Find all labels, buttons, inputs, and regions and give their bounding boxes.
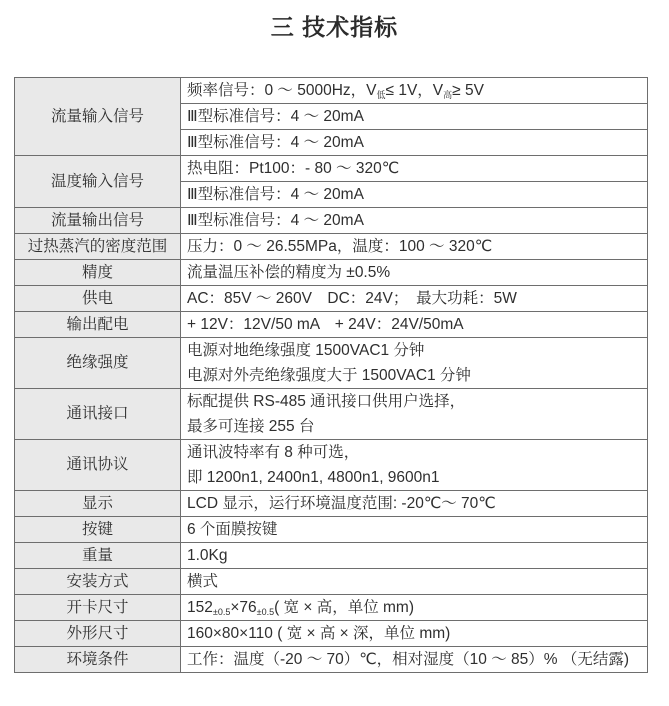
spec-value <box>181 234 648 260</box>
spec-value-line: 160×80×110 ( 宽 × 高 × 深，单位 mm) <box>187 625 451 642</box>
spec-value-line: Ⅲ型标准信号：4 ～ 20mA <box>187 186 364 203</box>
spec-value-line: Ⅲ型标准信号：4 ～ 20mA <box>187 134 364 151</box>
spec-value-line: Ⅲ型标准信号：4 ～ 20mA <box>187 212 364 229</box>
spec-value-line: Ⅲ型标准信号：4 ～ 20mA <box>187 108 364 125</box>
spec-value-line: 流量温压补偿的精度为 ±0.5% <box>187 264 391 281</box>
spec-value <box>181 260 648 286</box>
table-row <box>15 312 648 338</box>
spec-value-line: 频率信号：0 ～ 5000Hz，$V_低\le 1V$，$V_高\ge 5V$ <box>187 82 484 100</box>
spec-value <box>181 595 648 621</box>
spec-label: 安装方式 <box>15 569 181 595</box>
spec-value-line: 热电阻：Pt100：- 80 ～ 320℃ <box>187 160 400 177</box>
spec-label: 输出配电 <box>15 312 181 338</box>
spec-label: 绝缘强度 <box>15 338 181 389</box>
table-row <box>15 569 648 595</box>
spec-value <box>181 78 648 104</box>
table-row <box>15 286 648 312</box>
spec-value-line: 标配提供 RS-485 通讯接口供用户选择， <box>187 393 466 410</box>
spec-label: 流量输出信号 <box>15 208 181 234</box>
spec-value <box>181 312 648 338</box>
spec-value <box>181 389 648 440</box>
table-row <box>15 78 648 104</box>
table-row <box>15 491 648 517</box>
spec-value <box>181 543 648 569</box>
spec-value-line: 1.0Kg <box>187 547 228 564</box>
spec-label: 过热蒸汽的密度范围 <box>15 234 181 260</box>
spec-value-line: 横式 <box>187 573 219 590</box>
spec-value <box>181 517 648 543</box>
spec-value <box>181 208 648 234</box>
spec-value-line: 6 个面膜按键 <box>187 521 278 538</box>
spec-label: 环境条件 <box>15 647 181 673</box>
table-row <box>15 543 648 569</box>
spec-value <box>181 569 648 595</box>
spec-value-line: 电源对地绝缘强度 1500VAC1 分钟 <box>187 342 425 359</box>
spec-value <box>181 286 648 312</box>
spec-value <box>181 130 648 156</box>
spec-value <box>181 491 648 517</box>
table-row <box>15 208 648 234</box>
spec-label: 通讯协议 <box>15 440 181 491</box>
spec-value-line: 压力：0 ～ 26.55MPa，温度：100 ～ 320℃ <box>187 238 493 255</box>
spec-value-line: AC：85V ～ 260V DC：24V； 最大功耗：5W <box>187 290 517 307</box>
table-row <box>15 595 648 621</box>
spec-table-body <box>15 78 648 673</box>
spec-value-line: 电源对外壳绝缘强度大于 1500VAC1 分钟 <box>187 367 471 384</box>
spec-label: 流量输入信号 <box>15 78 181 156</box>
spec-value <box>181 338 648 389</box>
spec-value-line: 通讯波特率有 8 种可选， <box>187 444 360 461</box>
table-row <box>15 234 648 260</box>
table-row <box>15 517 648 543</box>
spec-value-line: 最多可连接 255 台 <box>187 418 315 435</box>
spec-value <box>181 647 648 673</box>
spec-label: 重量 <box>15 543 181 569</box>
spec-label: 显示 <box>15 491 181 517</box>
page-title: 三 技术指标 <box>270 14 399 40</box>
spec-value <box>181 156 648 182</box>
spec-label: 通讯接口 <box>15 389 181 440</box>
spec-label: 外形尺寸 <box>15 621 181 647</box>
spec-value <box>181 440 648 491</box>
spec-label: 精度 <box>15 260 181 286</box>
spec-value-line: 工作：温度（-20 ～ 70）℃，相对湿度（10 ～ 85）% （无结露) <box>187 651 630 668</box>
spec-value <box>181 621 648 647</box>
table-row <box>15 156 648 182</box>
table-row <box>15 260 648 286</box>
spec-value <box>181 104 648 130</box>
spec-value-line: + 12V：12V/50 mA + 24V：24V/50mA <box>187 316 464 333</box>
spec-label: 按键 <box>15 517 181 543</box>
table-row <box>15 389 648 440</box>
spec-label: 开卡尺寸 <box>15 595 181 621</box>
spec-label: 温度输入信号 <box>15 156 181 208</box>
table-row <box>15 647 648 673</box>
spec-label: 供电 <box>15 286 181 312</box>
spec-value-line: 即 1200n1, 2400n1, 4800n1, 9600n1 <box>187 469 440 486</box>
spec-table <box>14 77 648 673</box>
spec-value-line: $152_{\pm 0.5}\times 76_{\pm 0.5}$( 宽 × 高，单位 mm) <box>187 599 415 617</box>
table-row <box>15 338 648 389</box>
table-row <box>15 621 648 647</box>
table-row <box>15 440 648 491</box>
spec-value <box>181 182 648 208</box>
spec-value-line: LCD 显示，运行环境温度范围: -20℃～ 70℃ <box>187 495 496 512</box>
